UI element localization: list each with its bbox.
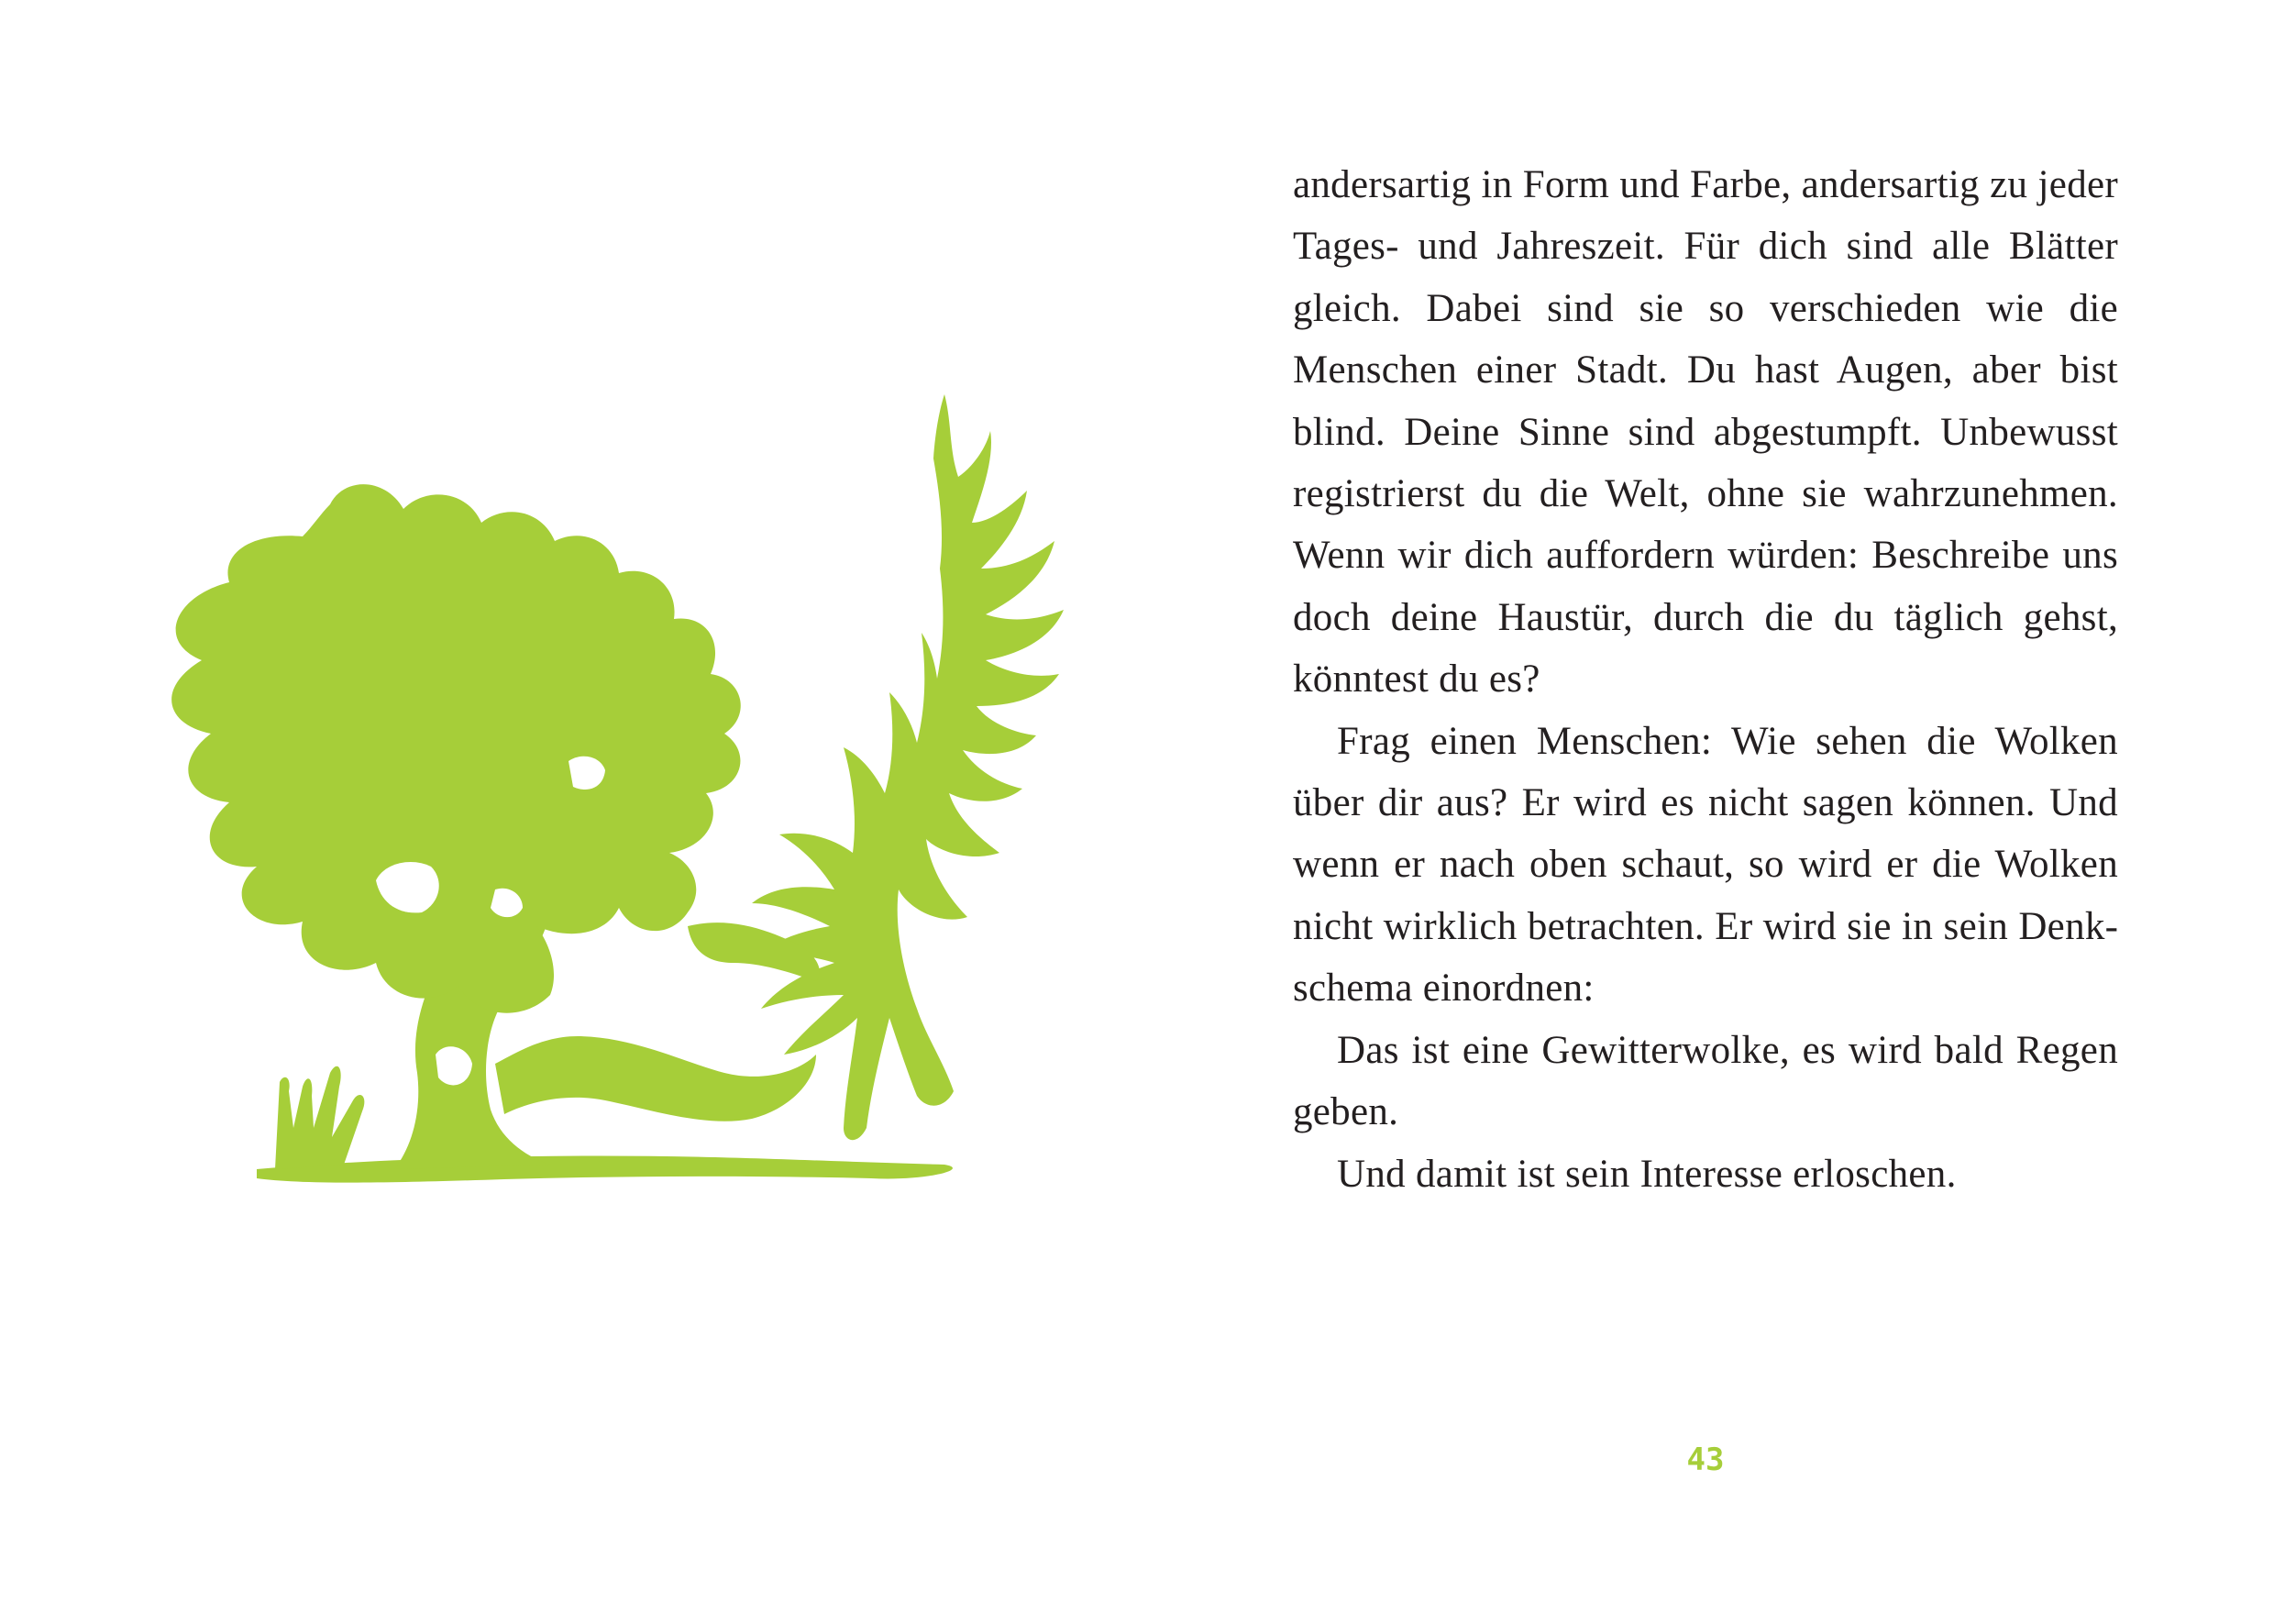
- canopy-shape: [171, 484, 741, 1013]
- paragraph: Das ist eine Gewitterwolke, es wird bald Regen geben.: [1293, 1028, 2118, 1134]
- tree-silhouette-icon: [119, 339, 1073, 1220]
- ground-shape: [257, 1156, 953, 1183]
- branch-shape: [495, 1036, 816, 1121]
- paragraph: Frag einen Menschen: Wie sehen die Wolken über dir aus? Er wird es nicht sagen können. Und wenn er nach oben schaut, so wird er die Wolken nicht wirklich betrachten. Er wird sie in sein Denkschema einordnen:: [1293, 719, 2118, 1011]
- body-text: [1293, 154, 2118, 1205]
- grass-shape: [275, 1066, 364, 1169]
- page-number: 43: [1686, 1442, 1725, 1478]
- conifer-shape: [752, 394, 1064, 1140]
- side-branch-shape: [688, 922, 820, 981]
- paragraph: andersartig in Form und Farbe, andersartig zu jeder Tages- und Jahreszeit. Für dich sind alle Blätter gleich. Dabei sind sie so verschieden wie die Menschen einer Stadt. Du hast Augen, aber bist blind. Deine Sinne sind abgestumpft. Unbewusst registrierst du die Welt, ohne sie wahrzunehmen. Wenn wir dich auffordern würden: Beschreibe uns doch deine Haustür, durch die du täglich gehst, könntest du es?: [1293, 163, 2118, 702]
- branch-hole: [592, 978, 660, 1018]
- paragraph: Und damit ist sein Interesse erloschen.: [1337, 1152, 1957, 1196]
